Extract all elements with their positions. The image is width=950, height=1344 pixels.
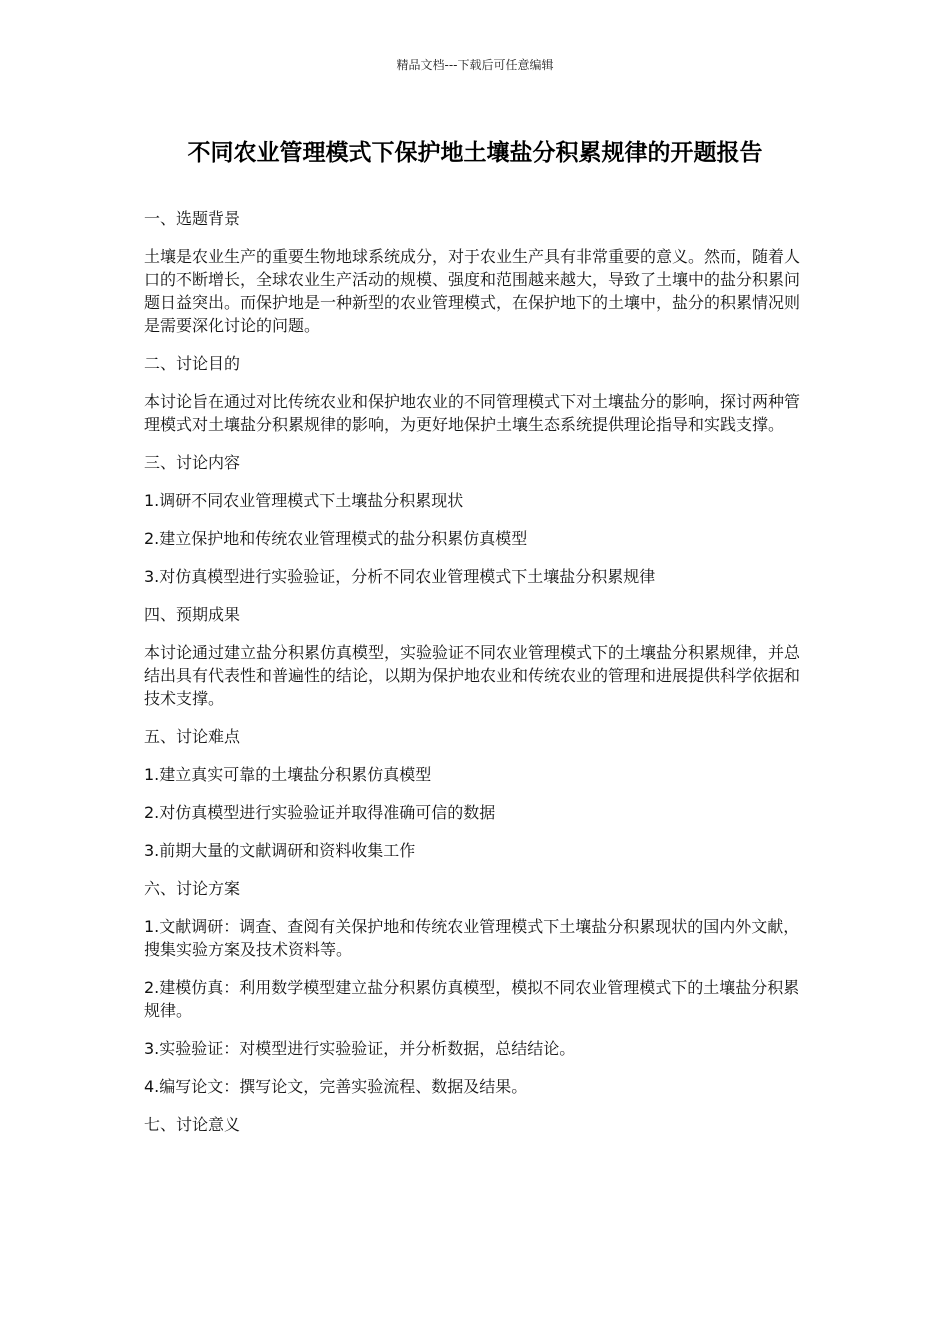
paragraph: 本讨论通过建立盐分积累仿真模型，实验验证不同农业管理模式下的土壤盐分积累规律，并总结出具有代表性和普遍性的结论，以期为保护地农业和传统农业的管理和进展提供科学依据和技术支撑。 bbox=[144, 643, 801, 708]
section-heading: 二、讨论目的 bbox=[144, 354, 241, 373]
list-item: 2.建模仿真：利用数学模型建立盐分积累仿真模型，模拟不同农业管理模式下的土壤盐分积累规律。 bbox=[144, 978, 800, 1020]
list-item: 1.建立真实可靠的土壤盐分积累仿真模型 bbox=[144, 765, 432, 784]
document-body bbox=[144, 207, 800, 1151]
section-heading: 三、讨论内容 bbox=[144, 453, 241, 472]
section-heading: 六、讨论方案 bbox=[144, 879, 241, 898]
section-heading: 七、讨论意义 bbox=[144, 1115, 241, 1134]
section-heading: 五、讨论难点 bbox=[144, 727, 241, 746]
list-item: 3.前期大量的文献调研和资料收集工作 bbox=[144, 841, 416, 860]
list-item: 4.编写论文：撰写论文，完善实验流程、数据及结果。 bbox=[144, 1077, 528, 1096]
page-header: 精品文档---下载后可任意编辑 bbox=[396, 58, 554, 72]
document-title: 不同农业管理模式下保护地土壤盐分积累规律的开题报告 bbox=[187, 140, 763, 166]
list-item: 2.对仿真模型进行实验验证并取得准确可信的数据 bbox=[144, 803, 496, 822]
list-item: 1.文献调研：调查、查阅有关保护地和传统农业管理模式下土壤盐分积累现状的国内外文献，搜集实验方案及技术资料等。 bbox=[144, 917, 800, 959]
paragraph: 本讨论旨在通过对比传统农业和保护地农业的不同管理模式下对土壤盐分的影响，探讨两种管理模式对土壤盐分积累规律的影响，为更好地保护土壤生态系统提供理论指导和实践支撑。 bbox=[144, 392, 801, 434]
list-item: 3.对仿真模型进行实验验证，分析不同农业管理模式下土壤盐分积累规律 bbox=[144, 567, 656, 586]
paragraph: 土壤是农业生产的重要生物地球系统成分，对于农业生产具有非常重要的意义。然而，随着人口的不断增长，全球农业生产活动的规模、强度和范围越来越大，导致了土壤中的盐分积累问题日益突出。而保护地是一种新型的农业管理模式，在保护地下的土壤中，盐分的积累情况则是需要深化讨论的问题。 bbox=[144, 247, 801, 335]
list-item: 1.调研不同农业管理模式下土壤盐分积累现状 bbox=[144, 491, 464, 510]
section-heading: 一、选题背景 bbox=[144, 209, 241, 228]
list-item: 3.实验验证：对模型进行实验验证，并分析数据，总结结论。 bbox=[144, 1039, 576, 1058]
list-item: 2.建立保护地和传统农业管理模式的盐分积累仿真模型 bbox=[144, 529, 528, 548]
section-heading: 四、预期成果 bbox=[144, 605, 241, 624]
